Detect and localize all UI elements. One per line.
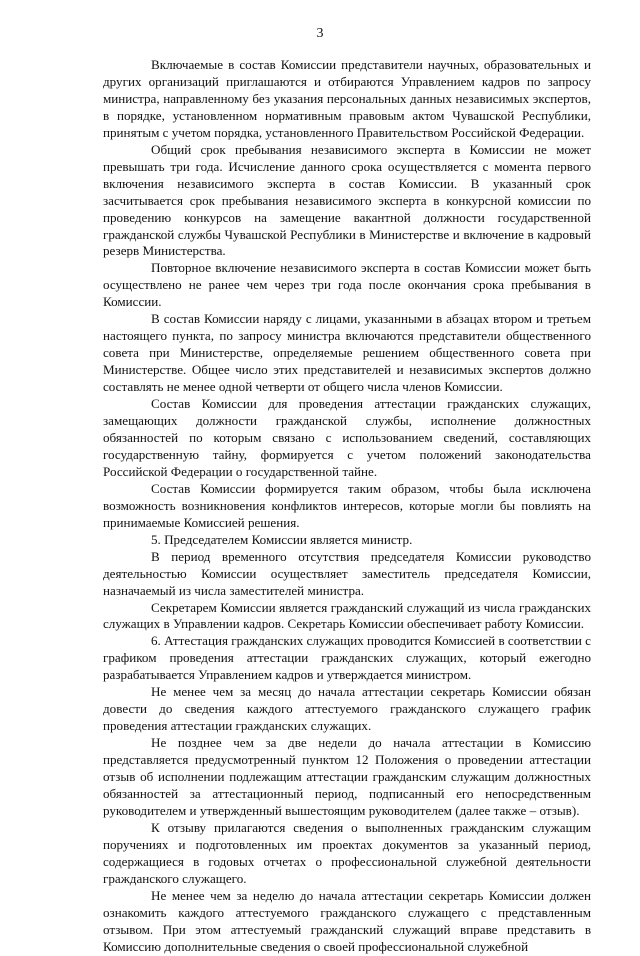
document-body [103,57,591,956]
paragraph: Секретарем Комиссии является гражданский служащий из числа гражданских служащих в Управлении кадров. Секретарь Комиссии обеспечивает работу Комиссии. [103,599,591,632]
paragraph: Включаемые в состав Комиссии представители научных, образовательных и других организаций приглашаются и отбираются Управлением кадров по запросу министра, направленному без указания персональных данных независимых экспертов, в порядке, установленном нормативным правовым актом Чувашской Республики, принятым с учетом порядка, установленного Правительством Российской Федерации. [103,57,591,140]
paragraph: Повторное включение независимого эксперта в состав Комиссии может быть осуществлено не ранее чем через три года после окончания срока пребывания в Комиссии. [103,260,591,310]
paragraph: Не менее чем за неделю до начала аттестации секретарь Комиссии должен ознакомить каждого аттестуемого гражданского служащего с представленным отзывом. При этом аттестуемый гражданский служащий вправе представить в Комиссию дополнительные сведения о своей профессиональной служебной [103,887,591,954]
paragraph: Не менее чем за месяц до начала аттестации секретарь Комиссии обязан довести до сведения каждого аттестуемого гражданского служащего график проведения аттестации гражданских служащих. [103,684,591,734]
page-number: 3 [316,26,324,41]
paragraph: Не позднее чем за две недели до начала аттестации в Комиссию представляется предусмотренный пунктом 12 Положения о проведении аттестации отзыв об исполнении подлежащим аттестации гражданским служащим должностных обязанностей за аттестационный период, подписанный его непосредственным руководителем и утвержденный вышестоящим руководителем (далее также – отзыв). [103,735,591,818]
paragraph: Состав Комиссии для проведения аттестации гражданских служащих, замещающих должности гражданской службы, исполнение должностных обязанностей по которым связано с использованием сведений, составляющих государственную тайну, формируется с учетом положений законодательства Российской Федерации о государственной тайне. [103,396,591,479]
paragraph: 6. Аттестация гражданских служащих проводится Комиссией в соответствии с графиком проведения аттестации гражданских служащих, который ежегодно разрабатывается Управлением кадров и утверждается министром. [103,633,591,683]
paragraph: В период временного отсутствия председателя Комиссии руководство деятельностью Комиссии осуществляет заместитель председателя Комиссии, назначаемый из числа заместителей министра. [103,548,591,598]
paragraph: К отзыву прилагаются сведения о выполненных гражданским служащим поручениях и подготовленных им проектах документов за указанный период, содержащиеся в годовых отчетах о профессиональной служебной деятельности гражданского служащего. [103,819,591,886]
paragraph: Общий срок пребывания независимого эксперта в Комиссии не может превышать три года. Исчисление данного срока осуществляется с момента первого включения независимого эксперта в состав Комиссии. В указанный срок засчитывается срок пребывания независимого эксперта в конкурсной комиссии по проведению конкурсов на замещение вакантной должности государственной гражданской службы Чувашской Республики в Министерстве и включение в кадровый резерв Министерства. [103,141,591,259]
paragraph: 5. Председателем Комиссии является министр. [151,531,413,547]
paragraph: В состав Комиссии наряду с лицами, указанными в абзацах втором и третьем настоящего пункта, по запросу министра включаются представители общественного совета при Министерстве, определяемые решением общественного совета при Министерстве. Общее число этих представителей и независимых экспертов должно составлять не менее одной четверти от общего числа членов Комиссии. [103,311,591,395]
paragraph: Состав Комиссии формируется таким образом, чтобы была исключена возможность возникновения конфликтов интересов, которые могли бы повлиять на принимаемые Комиссией решения. [103,480,591,530]
